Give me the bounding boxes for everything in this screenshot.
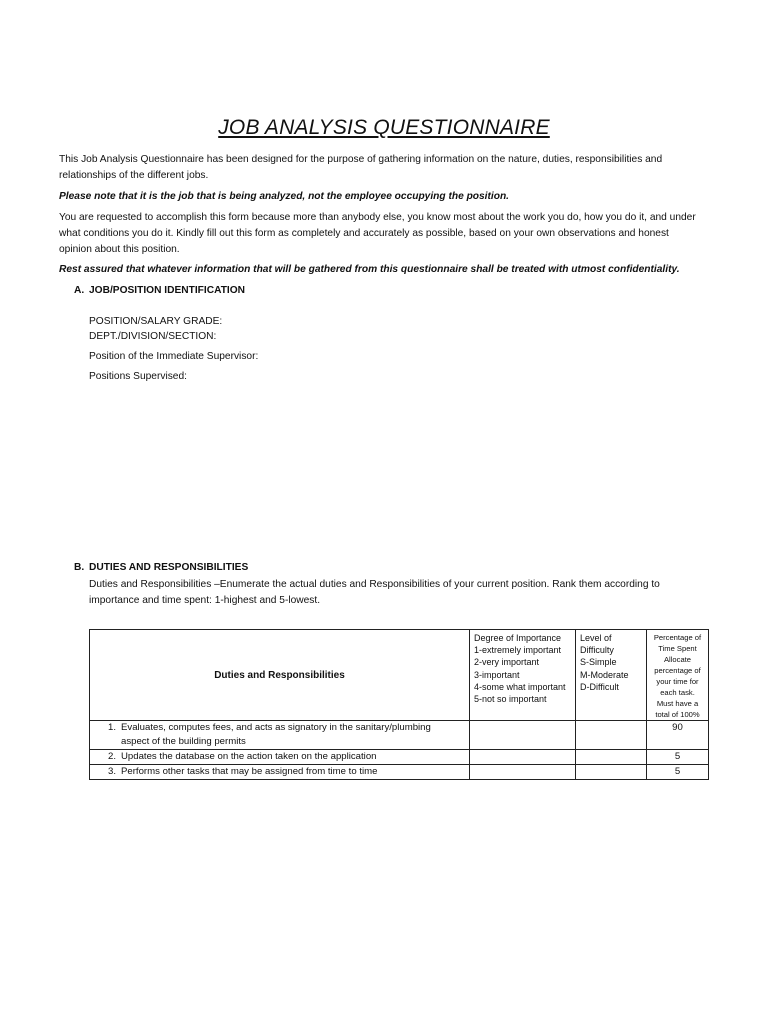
importance-header-line: 2-very important [474,657,540,668]
duty-text: Evaluates, computes fees, and acts as signatory in the sanitary/plumbing aspect of the building permits [121,722,431,747]
difficulty-header-line: Level of [580,633,612,643]
importance-cell[interactable] [470,721,576,750]
duty-cell [90,765,470,780]
difficulty-cell[interactable] [576,750,647,765]
importance-header-line: 4-some what important [474,681,566,692]
table-row [90,765,709,780]
time-header-line: Must have a [656,699,699,708]
duty-number: 3. [107,766,116,777]
time-header-line: your time for [656,677,699,686]
document-title: JOB ANALYSIS QUESTIONNAIRE [218,116,550,139]
importance-cell[interactable] [470,765,576,780]
difficulty-column-header [576,630,647,721]
section-b-heading [74,562,248,573]
intro-paragraph: This Job Analysis Questionnaire has been designed for the purpose of gathering information on the nature, duties, responsibilities and relationships of the different jobs. [59,154,663,181]
duties-table [89,629,709,780]
time-percent-cell[interactable]: 5 [647,765,709,780]
difficulty-header-line: D-Difficult [580,681,619,692]
request-paragraph: You are requested to accomplish this form because more than anybody else, you know most about the work you do, how you do it, and under what conditions you do it. Kindly fill out this form as completely and accurately as possible, based on your own observations and honest opinion about this position. [59,212,696,255]
duty-number: 1. [107,722,116,733]
importance-header-line: 5-not so important [474,694,547,705]
time-header-line: Time Spent [658,644,697,653]
time-header-line: each task. [660,688,695,697]
difficulty-header-line: S-Simple [580,657,617,668]
time-header-line: Allocate [663,655,692,664]
table-header-row [90,630,709,721]
time-spent-column-header [647,630,709,721]
immediate-supervisor-field: Position of the Immediate Supervisor: [89,351,259,362]
importance-header-line: 3-important [474,669,520,680]
duty-cell [90,750,470,765]
section-b-intro: Duties and Responsibilities –Enumerate the actual duties and Responsibilities of your current position. Rank them according to importance and time spent: 1-highest and 5-lowest. [89,579,660,606]
time-header-line: total of 100% [655,710,700,719]
importance-header-line: Degree of Importance [474,633,562,643]
time-percent-cell[interactable]: 90 [647,721,709,750]
table-row [90,721,709,750]
time-header-line: Percentage of [653,633,702,642]
section-a-title: JOB/POSITION IDENTIFICATION [89,285,246,296]
importance-header-line: 1-extremely important [474,645,562,656]
section-b-title: DUTIES AND RESPONSIBILITIES [89,562,249,573]
duties-column-header: Duties and Responsibilities [90,630,470,721]
dept-division-section-field: DEPT./DIVISION/SECTION: [89,331,217,342]
note-paragraph: Please note that it is the job that is being analyzed, not the employee occupying the position. [59,191,510,202]
table-row [90,750,709,765]
duty-text: Updates the database on the action taken on the application [121,751,377,762]
difficulty-header-line: Difficulty [580,645,614,656]
section-b-letter: B. [74,562,85,573]
importance-column-header [470,630,576,721]
positions-supervised-field: Positions Supervised: [89,371,187,382]
position-salary-grade-field: POSITION/SALARY GRADE: [89,316,223,327]
importance-cell[interactable] [470,750,576,765]
section-a-letter: A. [74,285,85,296]
difficulty-cell[interactable] [576,765,647,780]
difficulty-cell[interactable] [576,721,647,750]
time-header-line: percentage of [654,666,701,675]
duty-text: Performs other tasks that may be assigned from time to time [121,766,378,777]
confidentiality-paragraph: Rest assured that whatever information that will be gathered from this questionnaire shall be treated with utmost confidentiality. [59,264,680,275]
duty-cell [90,721,470,750]
duty-number: 2. [107,751,116,762]
difficulty-header-line: M-Moderate [580,669,629,680]
time-percent-cell[interactable]: 5 [647,750,709,765]
section-a-heading [74,285,245,296]
